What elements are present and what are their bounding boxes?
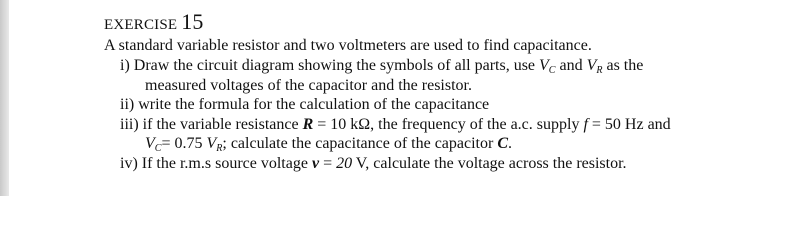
question-ii: ii) write the formula for the calculation of the capacitance (120, 96, 490, 113)
question-iii-line-2: $V_C= 0.75$ $V_R$; calculate the capacitance of the capacitor C. (145, 135, 512, 154)
page-edge-strip (0, 0, 9, 196)
exercise-heading (104, 10, 794, 37)
exercise-intro: A standard variable resistor and two voltmeters are used to find capacitance. (104, 37, 592, 54)
exercise-word: EXERCISE (104, 17, 178, 33)
exercise-block (104, 10, 794, 173)
question-i-line-2: measured voltages of the capacitor and the resistor. (145, 76, 472, 94)
question-iii-line-1: iii) if the variable resistance R = 10 kΩ, the frequency of the a.c. supply f = 50 Hz and (120, 115, 671, 133)
question-iv: iv) If the r.m.s source voltage v = 20 V, calculate the voltage across the resistor. (120, 154, 627, 172)
exercise-number: 15 (181, 9, 204, 34)
question-i-line-1: i) Draw the circuit diagram showing the symbols of all parts, use $V_C$ and $V_R$ as the (120, 57, 644, 76)
